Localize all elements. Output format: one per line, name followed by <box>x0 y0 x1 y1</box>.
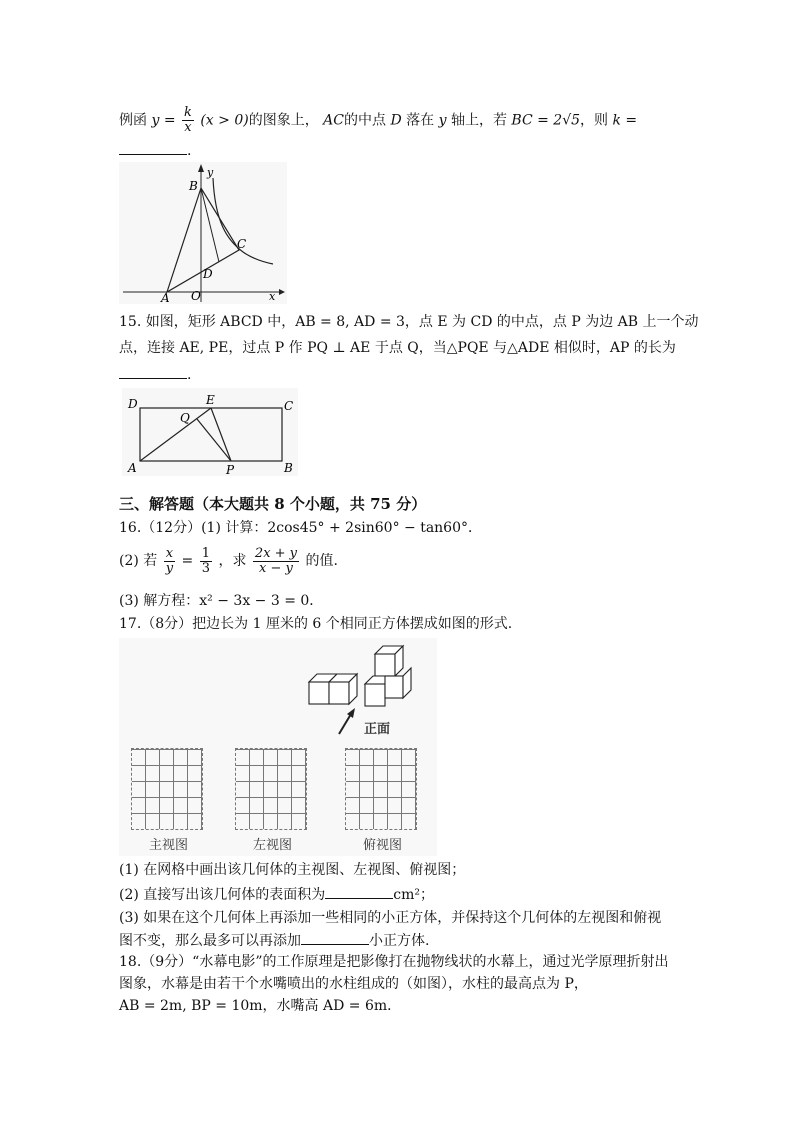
label-b: B <box>189 179 198 193</box>
q16-p2-end: 的值. <box>305 553 338 569</box>
label-x: x <box>269 290 276 303</box>
q16-frac1-num: x <box>165 545 174 561</box>
q16-p2-mid: ，求 <box>218 553 247 569</box>
q14-k: k = <box>612 112 638 129</box>
q17-part-2 <box>119 884 434 905</box>
q14-func: y = <box>151 112 176 129</box>
q16-frac-xy <box>164 547 175 576</box>
cube-right2-side <box>403 668 411 698</box>
cube-top-front <box>375 654 395 676</box>
q17-p2-unit: cm²； <box>393 887 435 903</box>
section-3-title: 三、解答题（本大题共 8 个小题，共 75 分） <box>119 495 427 513</box>
label-front-view: 主视图 <box>149 838 189 853</box>
label-e: E <box>206 393 215 407</box>
label-a: A <box>161 291 170 304</box>
q16-frac3-den: x − y <box>259 560 293 576</box>
q17-part-3-line-2 <box>119 930 429 951</box>
q14-text-5: ，则 <box>580 112 609 129</box>
figure-14-bg <box>119 162 287 304</box>
q17-p2-pre: (2) 直接写出该几何体的表面积为 <box>119 887 326 903</box>
front-arrow-head <box>347 708 355 718</box>
q14-answer-line <box>119 140 191 161</box>
q14-fraction <box>182 106 194 135</box>
cube-stack-drawing <box>301 642 421 742</box>
q14-text-3: 落在 <box>406 112 435 129</box>
label-b: B <box>284 461 293 475</box>
front-arrow-shaft <box>339 714 351 734</box>
q16-frac-13 <box>200 547 212 576</box>
q18-line-3: AB = 2m, BP = 10m，水嘴高 AD = 6m． <box>119 998 402 1014</box>
q16-eq: = <box>181 553 194 569</box>
q18-line-2: 图象，水幕是由若干个水嘴喷出的水柱组成的（如图），水柱的最高点为 P， <box>119 976 588 992</box>
label-p: P <box>226 463 235 476</box>
q14-text-2: 的中点 <box>343 112 386 129</box>
label-o: O <box>191 289 201 303</box>
q17-p3-blank <box>301 930 369 945</box>
q15-answer-blank <box>119 364 187 379</box>
q14-end: . <box>187 143 192 159</box>
q14-cond: (x > 0) <box>200 112 249 129</box>
q16-line-3: (3) 解方程：x² − 3x − 3 = 0． <box>119 593 324 609</box>
label-d: D <box>128 397 138 411</box>
label-d: D <box>203 267 213 281</box>
label-top-view: 俯视图 <box>363 838 403 853</box>
q16-frac1-den: y <box>165 560 174 576</box>
q16-line-2 <box>119 544 338 578</box>
q17-p3-pre: 图不变，那么最多可以再添加 <box>119 933 301 949</box>
figure-14-graph <box>119 162 287 304</box>
label-left-view: 左视图 <box>253 838 293 853</box>
label-q: Q <box>180 411 190 425</box>
q16-frac3-num: 2x + y <box>254 545 298 561</box>
q14-answer-blank <box>119 140 187 155</box>
q14-frac-num: k <box>184 105 192 120</box>
q17-p2-blank <box>325 884 393 899</box>
q16-frac2-num: 1 <box>201 545 211 561</box>
q16-p2-pre: (2) 若 <box>119 553 158 569</box>
q15-answer-line <box>119 364 191 385</box>
q17-p3-post: 小正方体. <box>369 933 430 949</box>
q16-frac-expr <box>253 547 299 576</box>
cube-mid-front <box>329 682 349 704</box>
front-label: 正面 <box>364 722 391 737</box>
q18-line-1: 18.（9分）“水幕电影”的工作原理是把影像打在抛物线状的水幕上，通过光学原理折射出 <box>119 954 669 970</box>
q17-line-1: 17.（8分）把边长为 1 厘米的 6 个相同正方体摆成如图的形式. <box>119 616 513 632</box>
label-a: A <box>128 461 137 475</box>
q14-text-pre: 例函 <box>119 112 147 129</box>
q14-bc: BC = 2√5 <box>511 112 581 129</box>
q16-frac2-den: 3 <box>201 560 211 576</box>
cube-left-front <box>309 682 329 704</box>
q16-line-1: 16.（12分）(1) 计算：2cos45° + 2sin60° − tan60°． <box>119 520 483 536</box>
label-c: C <box>237 237 247 251</box>
q14-frac-den: x <box>184 120 192 135</box>
q15-line-2: 点，连接 AE, PE，过点 P 作 PQ ⊥ AE 于点 Q，当△PQE 与△ADE 相似时，AP 的长为 <box>119 340 676 356</box>
q14-y: y <box>438 112 447 129</box>
label-y: y <box>207 166 214 179</box>
grid-front-view[interactable] <box>132 749 202 829</box>
label-c: C <box>284 399 294 413</box>
grid-left-view[interactable] <box>236 749 306 829</box>
q14-line <box>119 106 637 135</box>
q15-line-1: 15. 如图，矩形 ABCD 中，AB = 8, AD = 3，点 E 为 CD 的中点，点 P 为边 AB 上一个动 <box>119 314 699 330</box>
cube-right1-front <box>365 684 385 706</box>
cube-right2-front <box>385 676 403 698</box>
q15-end: . <box>187 367 192 383</box>
q14-ac: AC <box>323 112 344 129</box>
q14-text-1: 的图象上， <box>248 112 319 129</box>
figure-17-panel <box>119 638 437 856</box>
q17-part-3-line-1: (3) 如果在这个几何体上再添加一些相同的小正方体，并保持这个几何体的左视图和俯视 <box>119 910 662 926</box>
q14-d: D <box>390 112 402 129</box>
grid-top-view[interactable] <box>346 749 416 829</box>
figure-15-rectangle <box>122 388 298 476</box>
q14-text-4: 轴上，若 <box>450 112 507 129</box>
q17-part-1: (1) 在网格中画出该几何体的主视图、左视图、俯视图； <box>119 862 466 878</box>
